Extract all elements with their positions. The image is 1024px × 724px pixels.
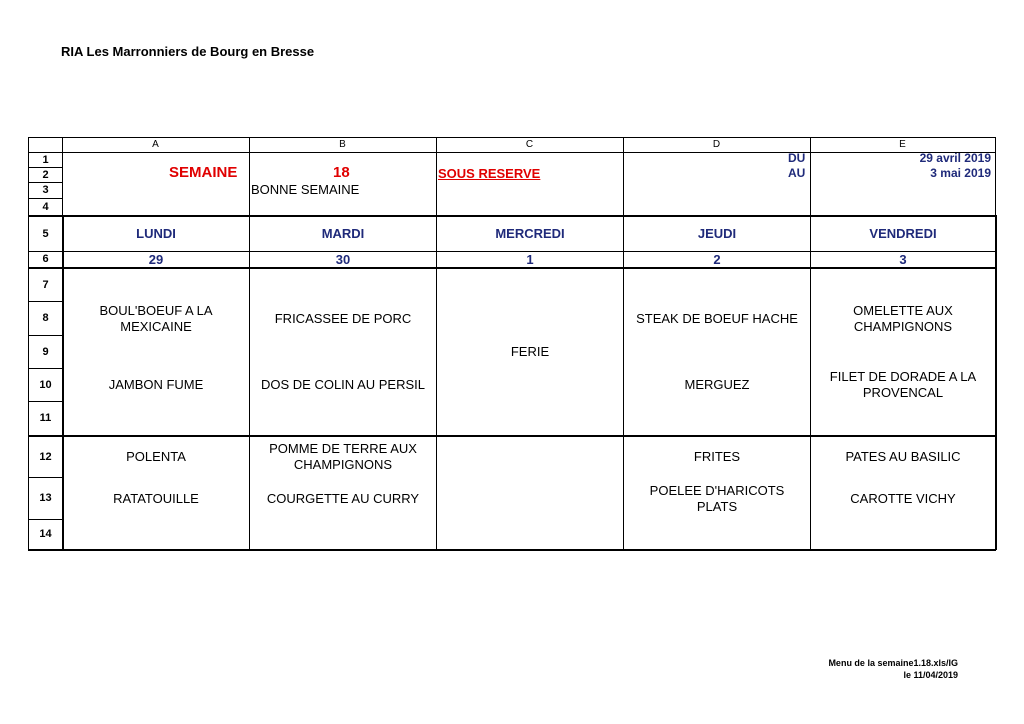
row-number: 11 bbox=[39, 412, 52, 424]
column-header-b: B bbox=[339, 139, 346, 150]
menu-item: BOUL'BOEUF A LA MEXICAINE bbox=[99, 302, 213, 334]
row-number: 6 bbox=[42, 253, 49, 265]
column-header-d: D bbox=[712, 139, 721, 150]
date-mardi: 30 bbox=[335, 251, 351, 267]
menu-item-ferie: FERIE bbox=[510, 344, 550, 359]
day-mercredi: MERCREDI bbox=[495, 226, 565, 241]
menu-grid bbox=[28, 137, 996, 551]
semaine-number: 18 bbox=[333, 164, 350, 181]
menu-item: CAROTTE VICHY bbox=[850, 490, 956, 506]
day-lundi: LUNDI bbox=[136, 226, 176, 241]
column-header-c: C bbox=[525, 139, 534, 150]
row-number: 10 bbox=[39, 379, 52, 391]
menu-item: COURGETTE AU CURRY bbox=[266, 490, 420, 506]
row-line-7 bbox=[29, 267, 995, 269]
day-mardi: MARDI bbox=[321, 226, 365, 241]
column-divider-ab bbox=[249, 138, 250, 550]
row-number: 3 bbox=[42, 184, 49, 196]
menu-item: MERGUEZ bbox=[684, 377, 750, 392]
column-header-a: A bbox=[152, 139, 159, 150]
row-number: 14 bbox=[39, 528, 52, 540]
semaine-label: SEMAINE bbox=[169, 164, 238, 181]
menu-item: RATATOUILLE bbox=[113, 490, 199, 506]
menu-item: DOS DE COLIN AU PERSIL bbox=[261, 377, 425, 392]
row-number: 2 bbox=[42, 169, 49, 181]
menu-item: OMELETTE AUX CHAMPIGNONS bbox=[853, 302, 953, 334]
row-number: 9 bbox=[42, 346, 49, 358]
row-number: 5 bbox=[42, 228, 49, 240]
menu-item: POMME DE TERRE AUX CHAMPIGNONS bbox=[269, 441, 417, 472]
sous-reserve-label: SOUS RESERVE bbox=[438, 166, 541, 181]
date-mercredi: 1 bbox=[526, 251, 534, 267]
header-row-line bbox=[29, 152, 995, 153]
footer-filename: Menu de la semaine1.18.xls/IG bbox=[828, 658, 958, 668]
row-line-bottom bbox=[29, 549, 995, 551]
start-date: 29 avril 2019 bbox=[919, 151, 991, 165]
footer-date: le 11/04/2019 bbox=[903, 670, 958, 680]
menu-item: FRICASSEE DE PORC bbox=[274, 310, 412, 326]
date-lundi: 29 bbox=[148, 251, 164, 267]
row-number: 13 bbox=[39, 492, 52, 504]
column-header-e: E bbox=[899, 139, 906, 150]
au-label: AU bbox=[788, 166, 806, 180]
menu-item: FILET DE DORADE A LA PROVENCAL bbox=[829, 369, 977, 400]
row-number: 1 bbox=[42, 154, 49, 166]
bonne-semaine-text: BONNE SEMAINE bbox=[251, 182, 360, 197]
date-vendredi: 3 bbox=[899, 251, 907, 267]
menu-item: JAMBON FUME bbox=[108, 377, 204, 392]
end-date: 3 mai 2019 bbox=[930, 166, 991, 180]
menu-item: POELEE D'HARICOTS PLATS bbox=[649, 482, 785, 514]
days-border-right bbox=[995, 215, 997, 550]
menu-item: POLENTA bbox=[126, 449, 186, 464]
row-number: 8 bbox=[42, 312, 49, 324]
date-jeudi: 2 bbox=[713, 251, 721, 267]
menu-item: PATES AU BASILIC bbox=[845, 449, 961, 464]
column-divider-cd bbox=[623, 138, 624, 550]
row-number: 4 bbox=[42, 201, 49, 213]
document-title: RIA Les Marronniers de Bourg en Bresse bbox=[61, 44, 315, 59]
du-label: DU bbox=[788, 151, 806, 165]
day-vendredi: VENDREDI bbox=[869, 226, 937, 241]
day-jeudi: JEUDI bbox=[697, 226, 737, 241]
column-divider-de bbox=[810, 138, 811, 550]
row-number: 12 bbox=[39, 451, 52, 463]
menu-item: FRITES bbox=[693, 449, 741, 464]
menu-item: STEAK DE BOEUF HACHE bbox=[636, 310, 798, 326]
row-number: 7 bbox=[42, 279, 49, 291]
